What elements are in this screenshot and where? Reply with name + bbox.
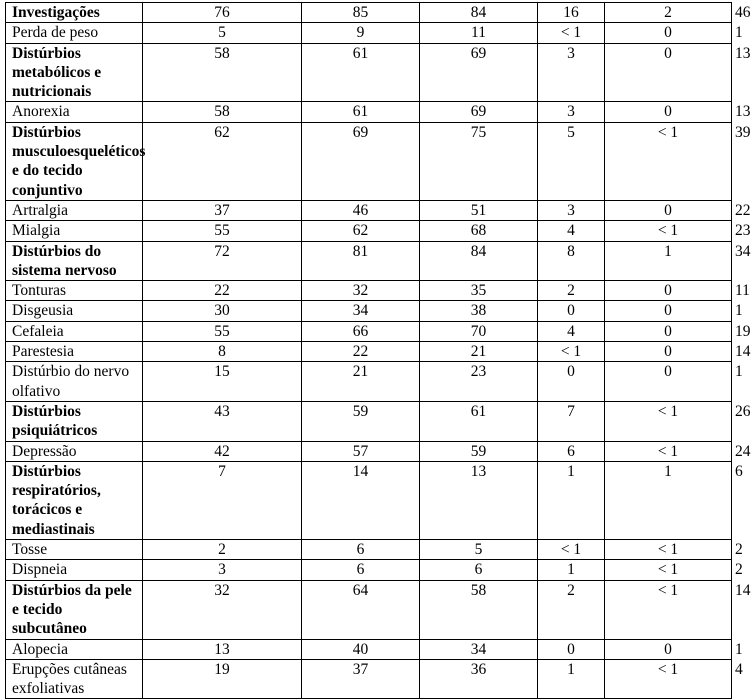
row-term: Distúrbios do sistema nervoso: [6, 241, 143, 281]
cell-value: 2: [605, 3, 732, 23]
table-row: Anorexia 58 61 69 3 0 13: [6, 102, 732, 122]
cell-value: 8: [538, 241, 605, 281]
row-term: Distúrbios musculoesqueléticos e do tecido conjuntivo: [6, 122, 143, 200]
row-term: Dispneia: [6, 560, 143, 580]
cell-value: < 1: [605, 560, 732, 580]
cell-value: 1: [605, 241, 732, 281]
cell-value: 0: [538, 639, 605, 659]
cell-value: 6: [302, 540, 420, 560]
cell-value: 46: [302, 200, 420, 220]
table-row: Tonturas 22 32 35 2 0 11: [6, 281, 732, 301]
table-row: Investigações 76 85 84 16 2 46: [6, 3, 732, 23]
cell-value: 76: [143, 3, 302, 23]
cell-value: 5: [143, 23, 302, 43]
cell-value: 0: [605, 301, 732, 321]
cell-value: 14: [302, 461, 420, 539]
cell-value: < 1: [538, 23, 605, 43]
cell-value: 64: [302, 580, 420, 639]
row-term: Mialgia: [6, 221, 143, 241]
cell-value: 2: [143, 540, 302, 560]
cell-value: 21: [302, 362, 420, 402]
cell-value: 22: [143, 281, 302, 301]
cell-value: 58: [420, 580, 538, 639]
cell-value: 6: [538, 441, 605, 461]
table-row: Depressão 42 57 59 6 < 1 24: [6, 441, 732, 461]
cell-value: 32: [302, 281, 420, 301]
row-term: Tonturas: [6, 281, 143, 301]
table-row: Dispneia 3 6 6 1 < 1 2: [6, 560, 732, 580]
cell-value: 75: [420, 122, 538, 200]
cell-value: 34: [420, 639, 538, 659]
cell-value: 22: [302, 342, 420, 362]
cell-value: < 1: [538, 342, 605, 362]
cell-value: 84: [420, 241, 538, 281]
cell-value: 81: [302, 241, 420, 281]
cell-value: 58: [143, 102, 302, 122]
cell-value: 43: [143, 401, 302, 441]
cell-value: 6: [302, 560, 420, 580]
cell-value: 4: [538, 221, 605, 241]
cell-value: 3: [538, 102, 605, 122]
cell-value: 61: [420, 401, 538, 441]
cell-value: 0: [605, 342, 732, 362]
cell-value: 4: [538, 321, 605, 341]
row-term: Distúrbios metabólicos e nutricionais: [6, 43, 143, 102]
row-term: Investigações: [6, 3, 143, 23]
cell-value: 0: [605, 639, 732, 659]
cell-value: 37: [302, 659, 420, 699]
table-row: Artralgia 37 46 51 3 0 22: [6, 200, 732, 220]
cell-value: 36: [420, 659, 538, 699]
cell-value: 0: [605, 321, 732, 341]
cell-value: 55: [143, 221, 302, 241]
cell-value: 37: [143, 200, 302, 220]
cell-value: 85: [302, 3, 420, 23]
cell-value: 58: [143, 43, 302, 102]
table-row: Distúrbios psiquiátricos 43 59 61 7 < 1 26: [6, 401, 732, 441]
cell-value: 30: [143, 301, 302, 321]
cell-value: 68: [420, 221, 538, 241]
cell-value: 1: [538, 461, 605, 539]
cell-value: 34: [302, 301, 420, 321]
cell-value: 7: [538, 401, 605, 441]
row-term: Artralgia: [6, 200, 143, 220]
cell-value: 72: [143, 241, 302, 281]
table-row: Perda de peso 5 9 11 < 1 0 1: [6, 23, 732, 43]
row-term: Parestesia: [6, 342, 143, 362]
cell-value: 66: [302, 321, 420, 341]
cell-value: 13: [420, 461, 538, 539]
row-term: Erupções cutâneas exfoliativas: [6, 659, 143, 699]
cell-value: < 1: [605, 580, 732, 639]
cell-value: 0: [605, 362, 732, 402]
cell-value: 0: [605, 200, 732, 220]
cell-value: 0: [605, 102, 732, 122]
cell-value: < 1: [538, 540, 605, 560]
table-row: Distúrbios metabólicos e nutricionais 58 61 69 3 0 13: [6, 43, 732, 102]
cell-value: 59: [420, 441, 538, 461]
cell-value: 5: [538, 122, 605, 200]
cell-value: 0: [605, 43, 732, 102]
cell-value: 61: [302, 43, 420, 102]
cell-value: 0: [605, 23, 732, 43]
cell-value: 2: [538, 580, 605, 639]
cell-value: 23: [420, 362, 538, 402]
row-term: Disgeusia: [6, 301, 143, 321]
adverse-events-table: [5, 2, 751, 699]
cell-value: 1: [538, 560, 605, 580]
cell-value: 3: [143, 560, 302, 580]
table-body: [6, 3, 751, 699]
row-term: Cefaleia: [6, 321, 143, 341]
cell-value: < 1: [605, 221, 732, 241]
cell-value: 1: [605, 461, 732, 539]
cell-value: 11: [420, 23, 538, 43]
cell-value: 21: [420, 342, 538, 362]
cell-value: 59: [302, 401, 420, 441]
cell-value: 69: [302, 122, 420, 200]
row-term: Distúrbios respiratórios, torácicos e mediastinais: [6, 461, 143, 539]
table-row: Distúrbios respiratórios, torácicos e mediastinais 7 14 13 1 1 6: [6, 461, 732, 539]
cell-value: 9: [302, 23, 420, 43]
cell-value: 2: [538, 281, 605, 301]
cell-value: 3: [538, 200, 605, 220]
table-row: Disgeusia 30 34 38 0 0 1: [6, 301, 732, 321]
table-row: Erupções cutâneas exfoliativas 19 37 36 1 < 1 4: [6, 659, 732, 699]
table-row: Parestesia 8 22 21 < 1 0 14: [6, 342, 732, 362]
cell-value: < 1: [605, 540, 732, 560]
cell-value: 1: [538, 659, 605, 699]
table-row: Distúrbios do sistema nervoso 72 81 84 8 1 34: [6, 241, 732, 281]
table-row: Distúrbios da pele e tecido subcutâneo 32 64 58 2 < 1 14: [6, 580, 732, 639]
cell-value: 19: [143, 659, 302, 699]
table-row: Mialgia 55 62 68 4 < 1 23: [6, 221, 732, 241]
cell-value: 15: [143, 362, 302, 402]
cell-value: 42: [143, 441, 302, 461]
row-term: Perda de peso: [6, 23, 143, 43]
cell-value: 5: [420, 540, 538, 560]
row-term: Depressão: [6, 441, 143, 461]
row-term: Distúrbio do nervo olfativo: [6, 362, 143, 402]
cell-value: 57: [302, 441, 420, 461]
cell-value: 38: [420, 301, 538, 321]
cell-value: 62: [302, 221, 420, 241]
cell-value: 16: [538, 3, 605, 23]
row-term: Tosse: [6, 540, 143, 560]
table-row: Tosse 2 6 5 < 1 < 1 2: [6, 540, 732, 560]
cell-value: 55: [143, 321, 302, 341]
table-row: Alopecia 13 40 34 0 0 1: [6, 639, 732, 659]
cell-value: 0: [538, 362, 605, 402]
cell-value: < 1: [605, 122, 732, 200]
cell-value: 69: [420, 43, 538, 102]
table-row: Cefaleia 55 66 70 4 0 19: [6, 321, 732, 341]
cell-value: 3: [538, 43, 605, 102]
cell-value: 32: [143, 580, 302, 639]
cell-value: 8: [143, 342, 302, 362]
row-term: Distúrbios psiquiátricos: [6, 401, 143, 441]
cell-value: 13: [143, 639, 302, 659]
cell-value: 84: [420, 3, 538, 23]
row-term: Alopecia: [6, 639, 143, 659]
table-row: Distúrbio do nervo olfativo 15 21 23 0 0 1: [6, 362, 732, 402]
cell-value: 0: [538, 301, 605, 321]
cell-value: 6: [420, 560, 538, 580]
cell-value: 62: [143, 122, 302, 200]
table-row: Distúrbios musculoesqueléticos e do tecido conjuntivo 62 69 75 5 < 1 39: [6, 122, 732, 200]
cell-value: 61: [302, 102, 420, 122]
cell-value: 69: [420, 102, 538, 122]
row-term: Distúrbios da pele e tecido subcutâneo: [6, 580, 143, 639]
cell-value: 7: [143, 461, 302, 539]
cell-value: < 1: [605, 401, 732, 441]
row-term: Anorexia: [6, 102, 143, 122]
cell-value: < 1: [605, 659, 732, 699]
cell-value: 0: [605, 281, 732, 301]
cell-value: < 1: [605, 441, 732, 461]
cell-value: 51: [420, 200, 538, 220]
cell-value: 35: [420, 281, 538, 301]
cell-value: 70: [420, 321, 538, 341]
cell-value: 40: [302, 639, 420, 659]
